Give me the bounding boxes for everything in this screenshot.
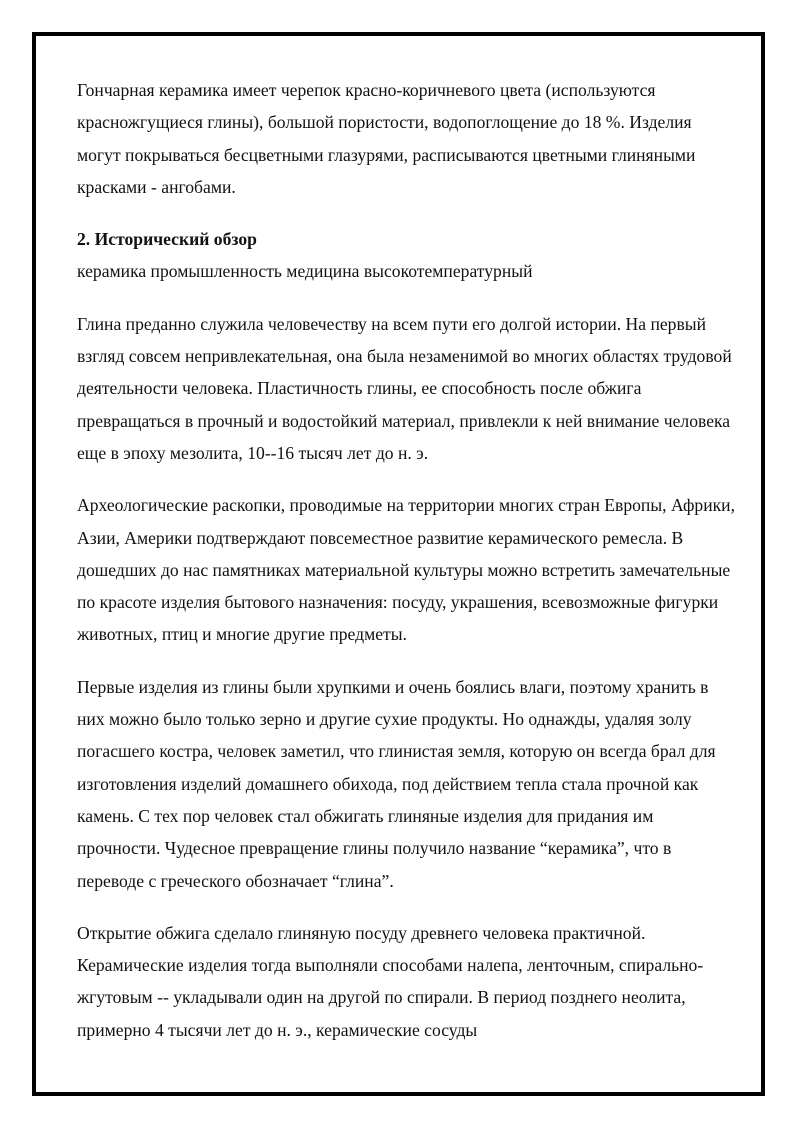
intro-paragraph: Гончарная керамика имеет черепок красно-коричневого цвета (используются красножгущиеся глины), большой пористости, водопоглощение до 18 %. Изделия могут покрываться бесцветными глазурями, расписываются цветными глиняными красками - ангобами. bbox=[77, 80, 696, 197]
keywords-line: керамика промышленность медицина высокотемпературный bbox=[77, 261, 533, 282]
paragraph: Археологические раскопки, проводимые на территории многих стран Европы, Африки, Азии, Америки подтверждают повсеместное развитие керамического ремесла. В дошедших до нас памятниках материальной культуры можно встретить замечательные по красоте изделия бытового назначения: посуду, украшения, всевозможные фигурки животных, птиц и многие другие предметы. bbox=[77, 495, 735, 645]
document-body bbox=[77, 74, 737, 1046]
paragraph: Первые изделия из глины были хрупкими и очень боялись влаги, поэтому хранить в них можно было только зерно и другие сухие продукты. Но однажды, удаляя золу погасшего костра, человек заметил, что глинистая земля, которую он всегда брал для изготовления изделий домашнего обихода, под действием тепла стала прочной как камень. С тех пор человек стал обжигать глиняные изделия для придания им прочности. Чудесное превращение глины получило название “керамика”, что в переводе с греческого обозначает “глина”. bbox=[77, 676, 716, 891]
section-heading: 2. Исторический обзор bbox=[77, 229, 257, 250]
paragraph: Глина преданно служила человечеству на всем пути его долгой истории. На первый взгляд совсем непривлекательная, она была незаменимой во многих областях трудовой деятельности человека. Пластичность глины, ее способность после обжига превращаться в прочный и водостойкий материал, привлекли к ней внимание человека еще в эпоху мезолита, 10--16 тысяч лет до н. э. bbox=[77, 313, 732, 463]
paragraph: Открытие обжига сделало глиняную посуду древнего человека практичной. Керамические изделия тогда выполняли способами налепа, ленточным, спирально-жгутовым -- укладывали один на другой по спирали. В период позднего неолита, примерно 4 тысячи лет до н. э., керамические сосуды bbox=[77, 922, 704, 1040]
